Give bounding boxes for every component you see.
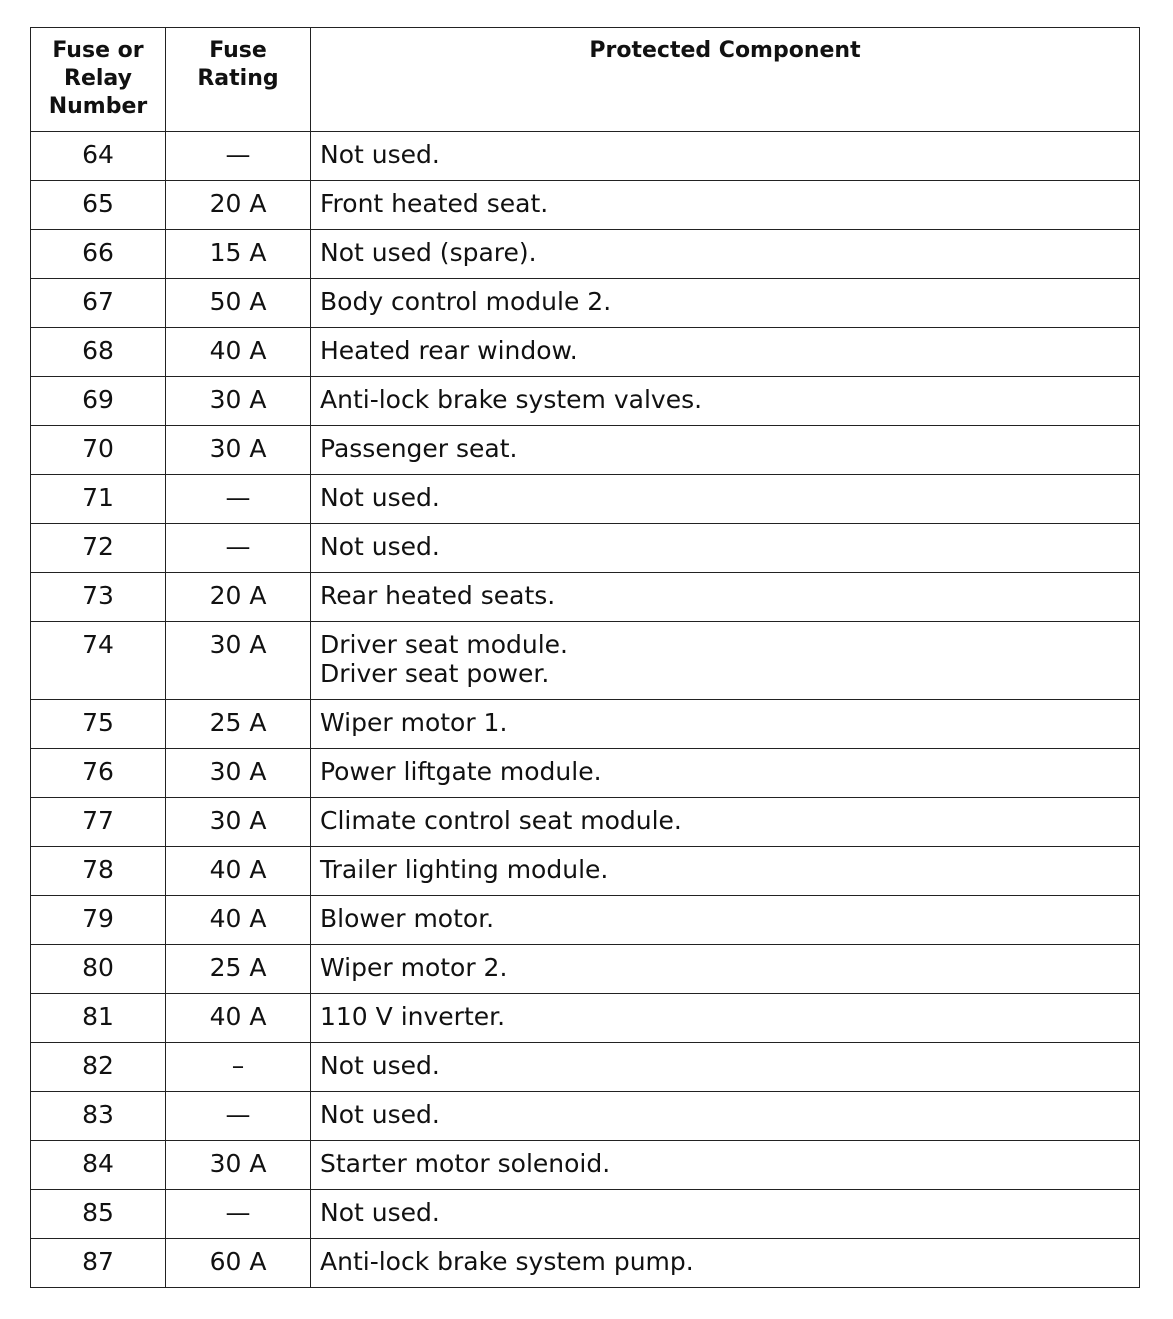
component-line: Climate control seat module.	[320, 806, 682, 835]
component-line: Starter motor solenoid.	[320, 1149, 611, 1178]
component-line: Wiper motor 2.	[320, 953, 508, 982]
fuse-number-cell: 78	[31, 847, 166, 896]
fuse-rating-cell: 20 A	[166, 181, 311, 230]
fuse-number-cell: 74	[31, 622, 166, 700]
header-line: Protected Component	[589, 38, 861, 63]
table-row	[31, 279, 1140, 328]
table-row	[31, 426, 1140, 475]
table-row	[31, 132, 1140, 181]
table-row	[31, 749, 1140, 798]
protected-component-cell	[311, 181, 1140, 230]
fuse-number-cell: 77	[31, 798, 166, 847]
component-line: Not used (spare).	[320, 238, 537, 267]
table-header	[31, 28, 1140, 132]
table-row	[31, 524, 1140, 573]
table-row	[31, 1043, 1140, 1092]
fuse-number-cell: 69	[31, 377, 166, 426]
fuse-number-cell: 72	[31, 524, 166, 573]
header-line: Fuse	[209, 38, 267, 63]
fuse-rating-cell: 40 A	[166, 994, 311, 1043]
header-fuse-number	[31, 28, 166, 132]
component-line: Wiper motor 1.	[320, 708, 508, 737]
header-line: Relay	[64, 66, 132, 91]
fuse-rating-cell: 40 A	[166, 847, 311, 896]
fuse-rating-cell: —	[166, 524, 311, 573]
protected-component-cell	[311, 896, 1140, 945]
table-row	[31, 1141, 1140, 1190]
protected-component-cell	[311, 1141, 1140, 1190]
fuse-number-cell: 70	[31, 426, 166, 475]
component-line: Not used.	[320, 140, 440, 169]
component-line: Driver seat module.	[320, 630, 568, 659]
fuse-rating-cell: 30 A	[166, 622, 311, 700]
header-line: Number	[48, 94, 148, 119]
protected-component-cell	[311, 1239, 1140, 1288]
component-line: Front heated seat.	[320, 189, 549, 218]
fuse-rating-cell: 20 A	[166, 573, 311, 622]
protected-component-cell	[311, 798, 1140, 847]
fuse-number-cell: 64	[31, 132, 166, 181]
table-row	[31, 994, 1140, 1043]
table-row	[31, 1190, 1140, 1239]
protected-component-cell	[311, 573, 1140, 622]
table-row	[31, 230, 1140, 279]
component-line: Anti-lock brake system valves.	[320, 385, 703, 414]
component-line: Not used.	[320, 1100, 440, 1129]
fuse-rating-cell: 30 A	[166, 749, 311, 798]
protected-component-cell	[311, 328, 1140, 377]
protected-component-cell	[311, 945, 1140, 994]
fuse-number-cell: 79	[31, 896, 166, 945]
fuse-number-cell: 81	[31, 994, 166, 1043]
fuse-number-cell: 82	[31, 1043, 166, 1092]
fuse-number-cell: 73	[31, 573, 166, 622]
protected-component-cell	[311, 230, 1140, 279]
protected-component-cell	[311, 749, 1140, 798]
fuse-rating-cell: —	[166, 132, 311, 181]
fuse-number-cell: 87	[31, 1239, 166, 1288]
protected-component-cell	[311, 426, 1140, 475]
fuse-rating-cell: 50 A	[166, 279, 311, 328]
fuse-number-cell: 75	[31, 700, 166, 749]
fuse-table	[30, 27, 1140, 1288]
fuse-rating-cell: 30 A	[166, 1141, 311, 1190]
component-line: Passenger seat.	[320, 434, 518, 463]
table-row	[31, 700, 1140, 749]
table-row	[31, 896, 1140, 945]
fuse-rating-cell: —	[166, 1092, 311, 1141]
table-row	[31, 328, 1140, 377]
header-line: Rating	[197, 66, 279, 91]
table-body	[31, 132, 1140, 1288]
component-line: Anti-lock brake system pump.	[320, 1247, 694, 1276]
fuse-rating-cell: 30 A	[166, 798, 311, 847]
fuse-rating-cell: 30 A	[166, 377, 311, 426]
fuse-rating-cell: 40 A	[166, 328, 311, 377]
table-row	[31, 847, 1140, 896]
component-line: Trailer lighting module.	[320, 855, 609, 884]
table-row	[31, 945, 1140, 994]
fuse-rating-cell: 40 A	[166, 896, 311, 945]
protected-component-cell	[311, 1092, 1140, 1141]
protected-component-cell	[311, 132, 1140, 181]
table-row	[31, 573, 1140, 622]
table-row	[31, 181, 1140, 230]
fuse-rating-cell: 60 A	[166, 1239, 311, 1288]
table-row	[31, 1092, 1140, 1141]
protected-component-cell	[311, 524, 1140, 573]
component-line: Not used.	[320, 1051, 440, 1080]
table-row	[31, 475, 1140, 524]
protected-component-cell	[311, 994, 1140, 1043]
fuse-number-cell: 80	[31, 945, 166, 994]
component-line: Power liftgate module.	[320, 757, 602, 786]
fuse-number-cell: 68	[31, 328, 166, 377]
protected-component-cell	[311, 475, 1140, 524]
header-line: Fuse or	[52, 38, 144, 63]
component-line: 110 V inverter.	[320, 1002, 506, 1031]
fuse-rating-cell: 25 A	[166, 700, 311, 749]
table-row	[31, 798, 1140, 847]
fuse-number-cell: 84	[31, 1141, 166, 1190]
table-row	[31, 377, 1140, 426]
fuse-rating-cell: —	[166, 475, 311, 524]
table-row	[31, 1239, 1140, 1288]
component-line: Not used.	[320, 532, 440, 561]
component-line: Not used.	[320, 483, 440, 512]
protected-component-cell	[311, 847, 1140, 896]
fuse-rating-cell: –	[166, 1043, 311, 1092]
protected-component-cell	[311, 1043, 1140, 1092]
component-line: Body control module 2.	[320, 287, 612, 316]
protected-component-cell	[311, 279, 1140, 328]
fuse-number-cell: 67	[31, 279, 166, 328]
component-line: Rear heated seats.	[320, 581, 556, 610]
fuse-rating-cell: 30 A	[166, 426, 311, 475]
header-protected-component	[311, 28, 1140, 132]
component-line: Driver seat power.	[320, 659, 550, 688]
fuse-number-cell: 71	[31, 475, 166, 524]
component-line: Not used.	[320, 1198, 440, 1227]
fuse-number-cell: 76	[31, 749, 166, 798]
component-line: Blower motor.	[320, 904, 495, 933]
protected-component-cell	[311, 377, 1140, 426]
fuse-rating-cell: 25 A	[166, 945, 311, 994]
fuse-number-cell: 66	[31, 230, 166, 279]
fuse-rating-cell: —	[166, 1190, 311, 1239]
table-row	[31, 622, 1140, 700]
header-row	[31, 28, 1140, 132]
protected-component-cell	[311, 1190, 1140, 1239]
component-line: Heated rear window.	[320, 336, 578, 365]
header-fuse-rating	[166, 28, 311, 132]
fuse-rating-cell: 15 A	[166, 230, 311, 279]
fuse-number-cell: 83	[31, 1092, 166, 1141]
protected-component-cell	[311, 700, 1140, 749]
protected-component-cell	[311, 622, 1140, 700]
fuse-number-cell: 85	[31, 1190, 166, 1239]
fuse-number-cell: 65	[31, 181, 166, 230]
